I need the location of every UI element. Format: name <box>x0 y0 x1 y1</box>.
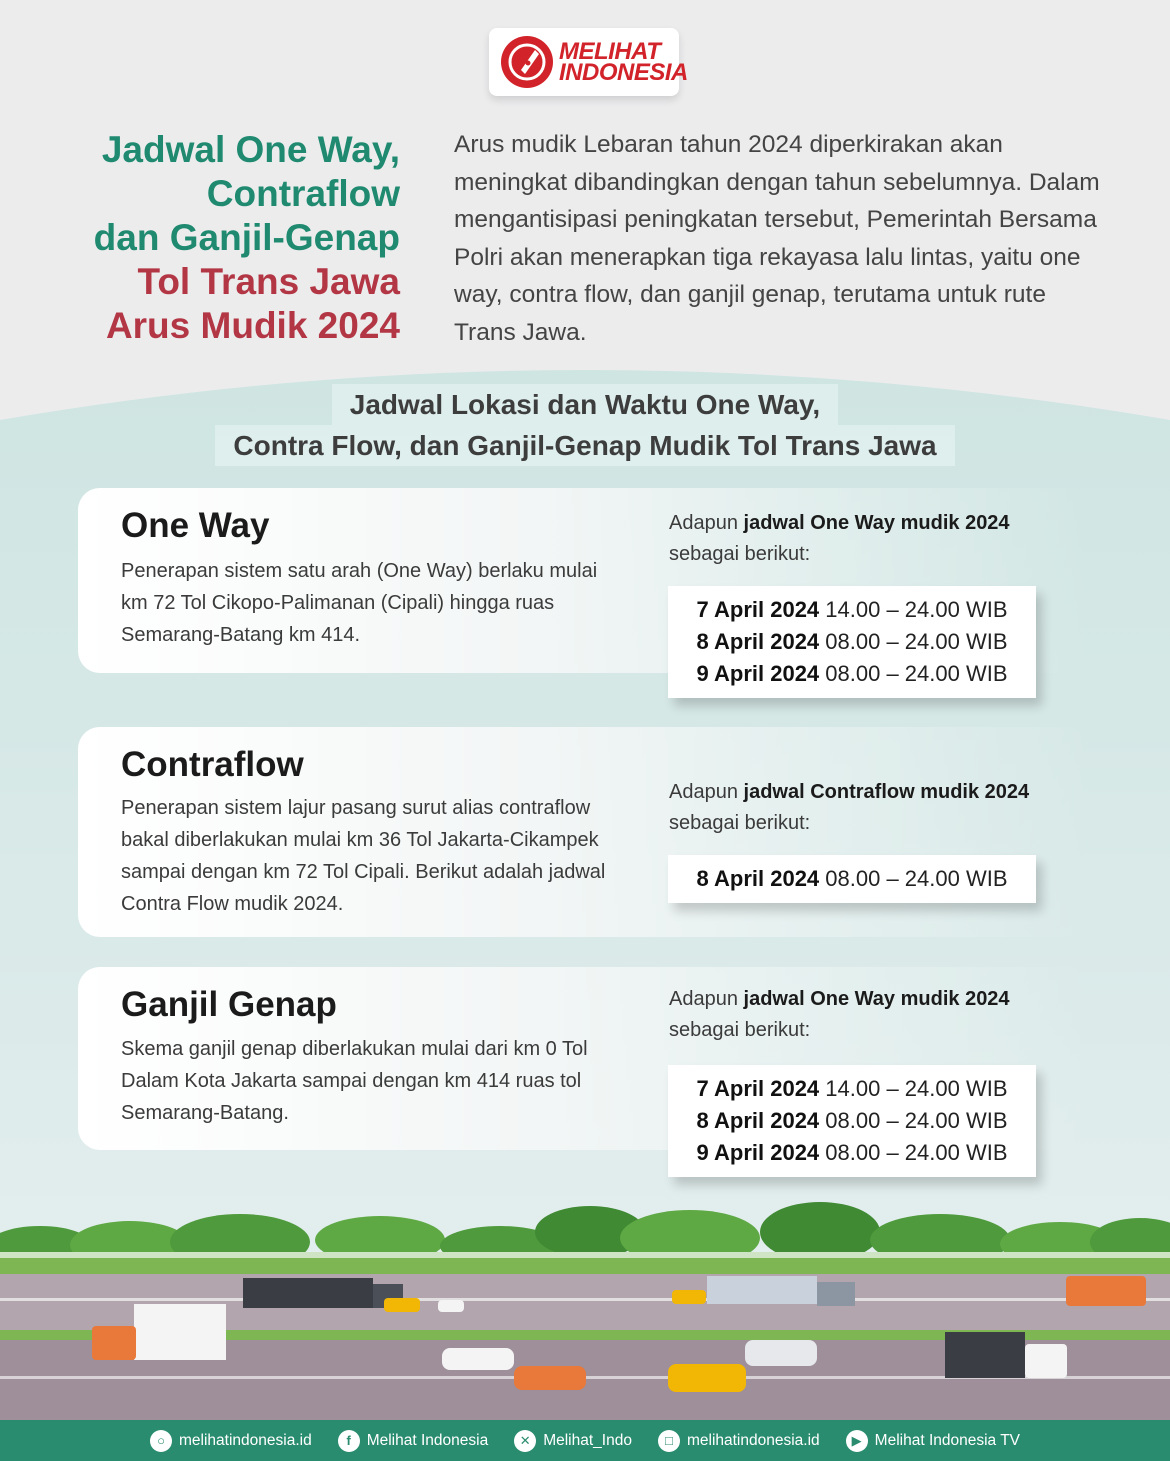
website-link[interactable]: ○ melihatindonesia.id <box>150 1430 312 1452</box>
title-line: Tol Trans Jawa <box>137 261 400 302</box>
page-title <box>94 128 400 348</box>
instagram-link[interactable]: □ melihatindonesia.id <box>658 1430 820 1452</box>
youtube-icon: ▶ <box>846 1430 868 1452</box>
schedule-intro: Adapun jadwal Contraflow mudik 2024 sebagai berikut: <box>669 781 1030 834</box>
brand-logo[interactable] <box>489 28 688 96</box>
schedule-row: 9 April 2024 08.00 – 24.00 WIB <box>696 1140 1008 1165</box>
instagram-icon: □ <box>658 1430 680 1452</box>
card-title: Ganjil Genap <box>121 985 337 1024</box>
schedule-box <box>668 855 1036 903</box>
ganjil-genap-card <box>78 967 1088 1165</box>
card-description: Skema ganjil genap diberlakukan mulai dari km 0 Tol Dalam Kota Jakarta sampai dengan km 414 ruas tol Semarang-Batang. <box>121 1038 588 1124</box>
card-description: Penerapan sistem lajur pasang surut alias contraflow bakal diberlakukan mulai km 36 Tol Jakarta-Cikampek sampai dengan km 72 Tol Cipali. Berikut adalah jadwal Contra Flow mudik 2024. <box>121 797 606 915</box>
section-heading <box>0 384 1170 466</box>
logo-wordmark: MELIHAT INDONESIA <box>559 38 688 86</box>
schedule-intro: Adapun jadwal One Way mudik 2024 sebagai berikut: <box>669 512 1010 565</box>
schedule-intro: Adapun jadwal One Way mudik 2024 sebagai berikut: <box>669 988 1010 1041</box>
schedule-row: 7 April 2024 14.00 – 24.00 WIB <box>696 1076 1008 1101</box>
schedule-box <box>668 1065 1036 1177</box>
schedule-box <box>668 586 1036 698</box>
schedule-row: 8 April 2024 08.00 – 24.00 WIB <box>696 1108 1008 1133</box>
schedule-row: 7 April 2024 14.00 – 24.00 WIB <box>696 597 1008 622</box>
youtube-link[interactable]: ▶ Melihat Indonesia TV <box>846 1430 1020 1452</box>
schedule-row: 9 April 2024 08.00 – 24.00 WIB <box>696 661 1008 686</box>
section-heading-line: Contra Flow, dan Ganjil-Genap Mudik Tol Trans Jawa <box>215 425 954 466</box>
intro-paragraph: Arus mudik Lebaran tahun 2024 diperkirakan akan meningkat dibandingkan dengan tahun sebelumnya. Dalam mengantisipasi peningkatan tersebut, Pemerintah Bersama Polri akan menerapkan tiga rekayasa lalu lintas, yaitu one way, contra flow, dan ganjil genap, terutama untuk rute Trans Jawa. <box>454 131 1100 346</box>
highway-illustration <box>0 1180 1170 1420</box>
title-line: Arus Mudik 2024 <box>105 305 400 346</box>
schedule-row: 8 April 2024 08.00 – 24.00 WIB <box>696 866 1008 891</box>
title-line: Contraflow <box>206 173 400 214</box>
section-heading-line: Jadwal Lokasi dan Waktu One Way, <box>332 384 838 425</box>
x-link[interactable]: ✕ Melihat_Indo <box>514 1430 632 1452</box>
card-description: Penerapan sistem satu arah (One Way) berlaku mulai km 72 Tol Cikopo-Palimanan (Cipali) hingga ruas Semarang-Batang km 414. <box>121 560 598 646</box>
facebook-icon: f <box>338 1430 360 1452</box>
schedule-row: 8 April 2024 08.00 – 24.00 WIB <box>696 629 1008 654</box>
pen-nib-icon <box>501 36 553 88</box>
card-title: One Way <box>121 506 270 545</box>
footer-social-bar <box>0 1420 1170 1461</box>
title-line: Jadwal One Way, <box>101 129 400 170</box>
contraflow-card <box>78 727 1088 937</box>
facebook-link[interactable]: f Melihat Indonesia <box>338 1430 489 1452</box>
globe-icon: ○ <box>150 1430 172 1452</box>
one-way-card <box>78 488 1088 686</box>
card-title: Contraflow <box>121 745 304 784</box>
x-icon: ✕ <box>514 1430 536 1452</box>
title-line: dan Ganjil-Genap <box>93 217 400 258</box>
